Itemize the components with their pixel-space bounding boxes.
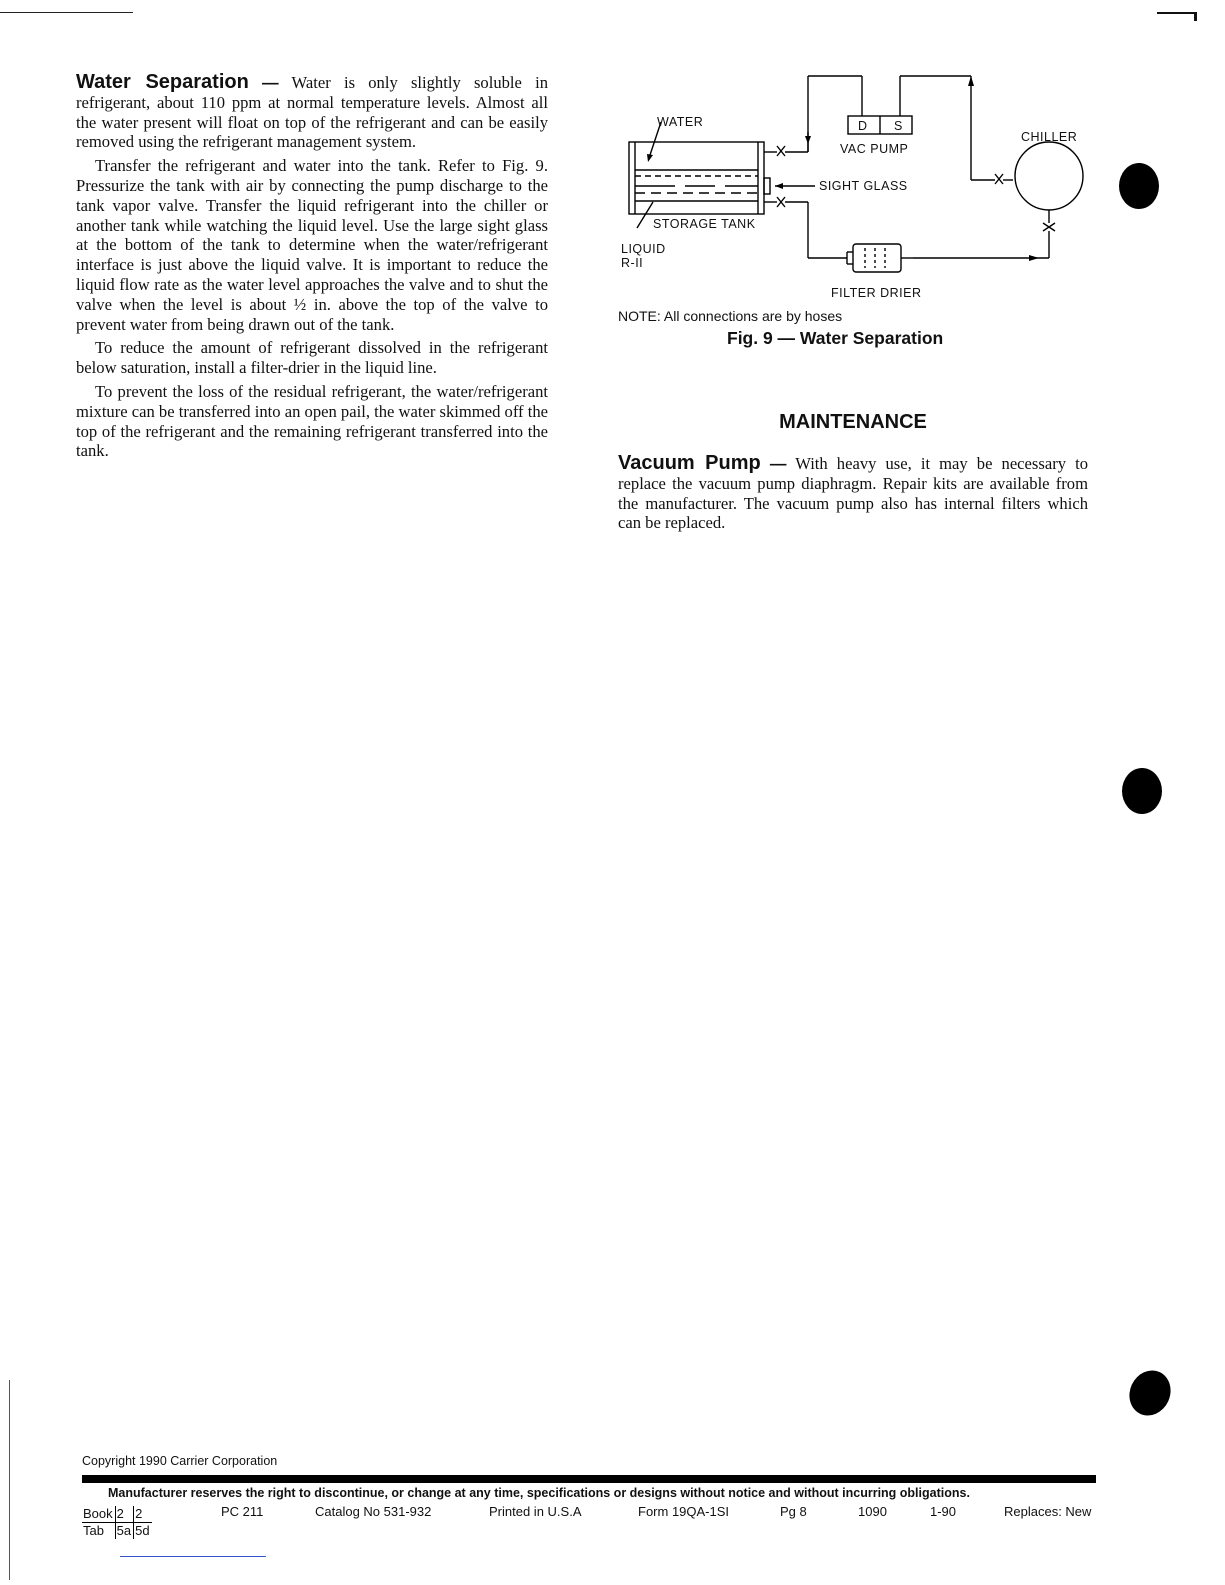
label-d: D: [858, 119, 868, 133]
code-number: 1090: [858, 1504, 887, 1519]
water-separation-text-1: Water is only slightly soluble in refrigerant, about 110 ppm at normal temperature levels. Almost all the water present will float on top of the refrigerant and can be easily removed using the refrigerant management system.: [76, 73, 548, 152]
tab-label: Tab: [83, 1523, 104, 1538]
vacuum-pump-text: With heavy use, it may be necessary to replace the vacuum pump diaphragm. Repair kits are available from the manufacturer. The vacuum pump also has internal filters which can be replaced.: [618, 454, 1088, 533]
label-water: WATER: [657, 115, 704, 129]
label-filter-drier: FILTER DRIER: [831, 286, 922, 300]
sight-glass-shape: [764, 178, 770, 194]
label-sight-glass: SIGHT GLASS: [819, 179, 908, 193]
water-separation-section: [76, 73, 548, 461]
book-label: Book: [82, 1506, 115, 1523]
page-number: Pg 8: [780, 1504, 807, 1519]
vacuum-pump-section: [618, 454, 1088, 533]
figure-caption: Fig. 9 — Water Separation: [727, 328, 944, 348]
label-r11: R-II: [621, 256, 644, 270]
top-right-rule-tick: [1194, 12, 1197, 21]
copyright: Copyright 1990 Carrier Corporation: [82, 1454, 278, 1468]
label-vac-pump: VAC PUMP: [840, 142, 909, 156]
filter-drier-shape: [853, 244, 901, 272]
tab-value-1: 5a: [115, 1523, 133, 1540]
label-s: S: [894, 119, 903, 133]
water-separation-heading: Water Separation: [76, 71, 249, 93]
label-liquid: LIQUID: [621, 242, 666, 256]
underline-mark: [120, 1556, 266, 1557]
label-chiller: CHILLER: [1021, 130, 1078, 144]
water-separation-diagram: [615, 70, 1095, 310]
catalog-number: Catalog No 531-932: [315, 1504, 432, 1519]
water-separation-paragraph-3: To reduce the amount of refrigerant dissolved in the refrigerant below saturation, install a filter-drier in the liquid line.: [76, 338, 548, 378]
heading-dash: —: [262, 73, 279, 92]
replaces: Replaces: New: [1004, 1504, 1092, 1519]
binder-hole: [1122, 768, 1162, 814]
top-left-rule: [0, 12, 133, 13]
tab-value-2: 5d: [135, 1523, 150, 1538]
book-tab-grid: [82, 1506, 152, 1539]
figure-note: NOTE: All connections are by hoses: [618, 308, 843, 324]
vacuum-pump-dash: —: [769, 454, 787, 473]
water-separation-paragraph-1: [76, 73, 548, 152]
printed-in: Printed in U.S.A: [489, 1504, 582, 1519]
book-value-1: 2: [115, 1506, 133, 1523]
vacuum-pump-heading: Vacuum Pump: [618, 452, 761, 474]
vacuum-pump-paragraph: [618, 454, 1088, 533]
pc-number: PC 211: [221, 1504, 264, 1519]
book-value-2: 2: [134, 1506, 152, 1523]
maintenance-heading: MAINTENANCE: [779, 411, 927, 433]
chiller-shape: [1015, 142, 1083, 210]
binder-hole: [1119, 163, 1159, 209]
footer-bar: [82, 1475, 1096, 1483]
form-number: Form 19QA-1SI: [638, 1504, 730, 1519]
disclaimer: Manufacturer reserves the right to discontinue, or change at any time, specifications or designs without notice and without incurring obligations.: [108, 1486, 970, 1500]
top-right-rule: [1157, 12, 1197, 14]
water-separation-paragraph-4: To prevent the loss of the residual refrigerant, the water/refrigerant mixture can be transferred into an open pail, the water skimmed off the top of the refrigerant and the remaining refrigerant transferred into the tank.: [76, 381, 548, 461]
water-separation-paragraph-2: Transfer the refrigerant and water into the tank. Refer to Fig. 9. Pressurize the tank with air by connecting the pump discharge to the tank vapor valve. Transfer the liquid refrigerant into the chiller or another tank while watching the liquid level. Use the large sight glass at the bottom of the tank to determine when the water/refrigerant interface is just above the liquid valve. It is important to reduce the liquid flow rate as the water level approaches the valve and to shut the valve when the level is about ½ in. above the top of the valve to prevent water from being drawn out of the tank.: [76, 156, 548, 334]
label-storage-tank: STORAGE TANK: [653, 217, 756, 231]
storage-tank-shape: [629, 142, 764, 214]
margin-line: [9, 1380, 10, 1580]
date-code: 1-90: [930, 1504, 957, 1519]
binder-hole: [1122, 1364, 1178, 1423]
